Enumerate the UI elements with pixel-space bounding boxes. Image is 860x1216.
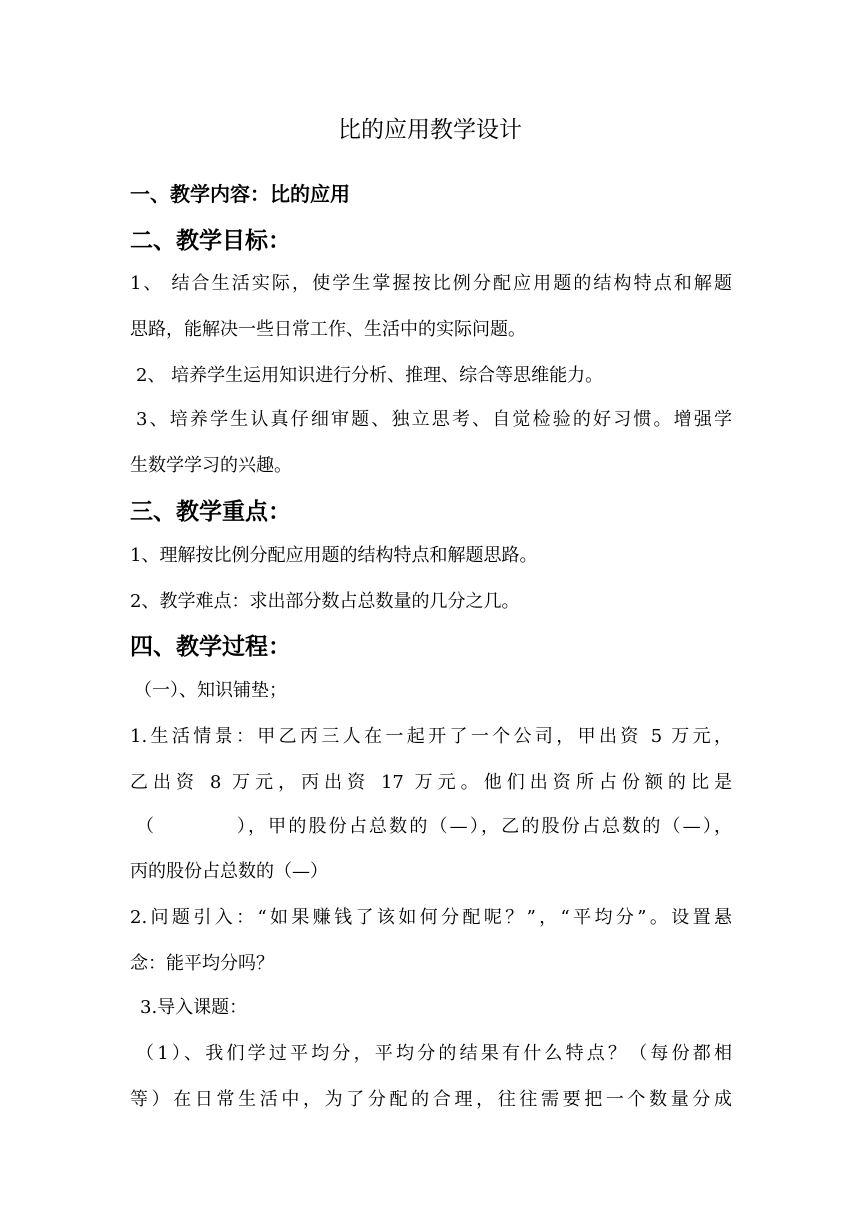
process-paragraph-4-line-2: 等）在日常生活中，为了分配的合理，往往需要把一个数量分成 — [130, 1089, 732, 1110]
goal-2: 2、 培养学生运用知识进行分析、推理、综合等思维能力。 — [136, 365, 604, 386]
process-subheading-1: （一）、知识铺垫； — [134, 680, 287, 701]
process-paragraph-1-line-2: 乙出资 8 万元，丙出资 17 万元。他们出资所占份额的比是 — [130, 772, 732, 793]
section-heading-key-points: 三、教学重点： — [130, 499, 291, 525]
process-paragraph-1-line-3: （ ），甲的股份占总数的（—），乙的股份占总数的（—）， — [136, 816, 732, 837]
process-paragraph-2-line-2: 念：能平均分吗？ — [130, 953, 274, 974]
goal-1-line-1: 1、 结合生活实际，使学生掌握按比例分配应用题的结构特点和解题 — [130, 273, 732, 294]
goal-3-line-2: 生数学学习的兴趣。 — [130, 455, 292, 476]
key-point-2: 2、教学难点：求出部分数占总数量的几分之几。 — [130, 591, 520, 612]
process-paragraph-1-line-1: 1.生活情景：甲乙丙三人在一起开了一个公司，甲出资 5 万元， — [130, 726, 732, 747]
section-heading-process: 四、教学过程： — [130, 634, 291, 660]
process-paragraph-2-line-1: 2.问题引入：“如果赚钱了该如何分配呢？”，“平均分”。设置悬 — [130, 907, 732, 928]
goal-3-line-1: 3、培养学生认真仔细审题、独立思考、自觉检验的好习惯。增强学 — [136, 409, 732, 430]
key-point-1: 1、理解按比例分配应用题的结构特点和解题思路。 — [130, 545, 538, 566]
process-paragraph-1-line-4: 丙的股份占总数的（—） — [130, 861, 328, 882]
section-heading-goals: 二、教学目标： — [130, 228, 291, 254]
section-heading-content: 一、教学内容：比的应用 — [130, 182, 350, 206]
goal-1-line-2: 思路，能解决一些日常工作、生活中的实际问题。 — [130, 319, 526, 340]
page-title: 比的应用教学设计 — [338, 117, 522, 143]
process-paragraph-3: 3.导入课题： — [140, 997, 248, 1018]
process-paragraph-4-line-1: （1）、我们学过平均分，平均分的结果有什么特点？（每份都相 — [136, 1043, 732, 1064]
